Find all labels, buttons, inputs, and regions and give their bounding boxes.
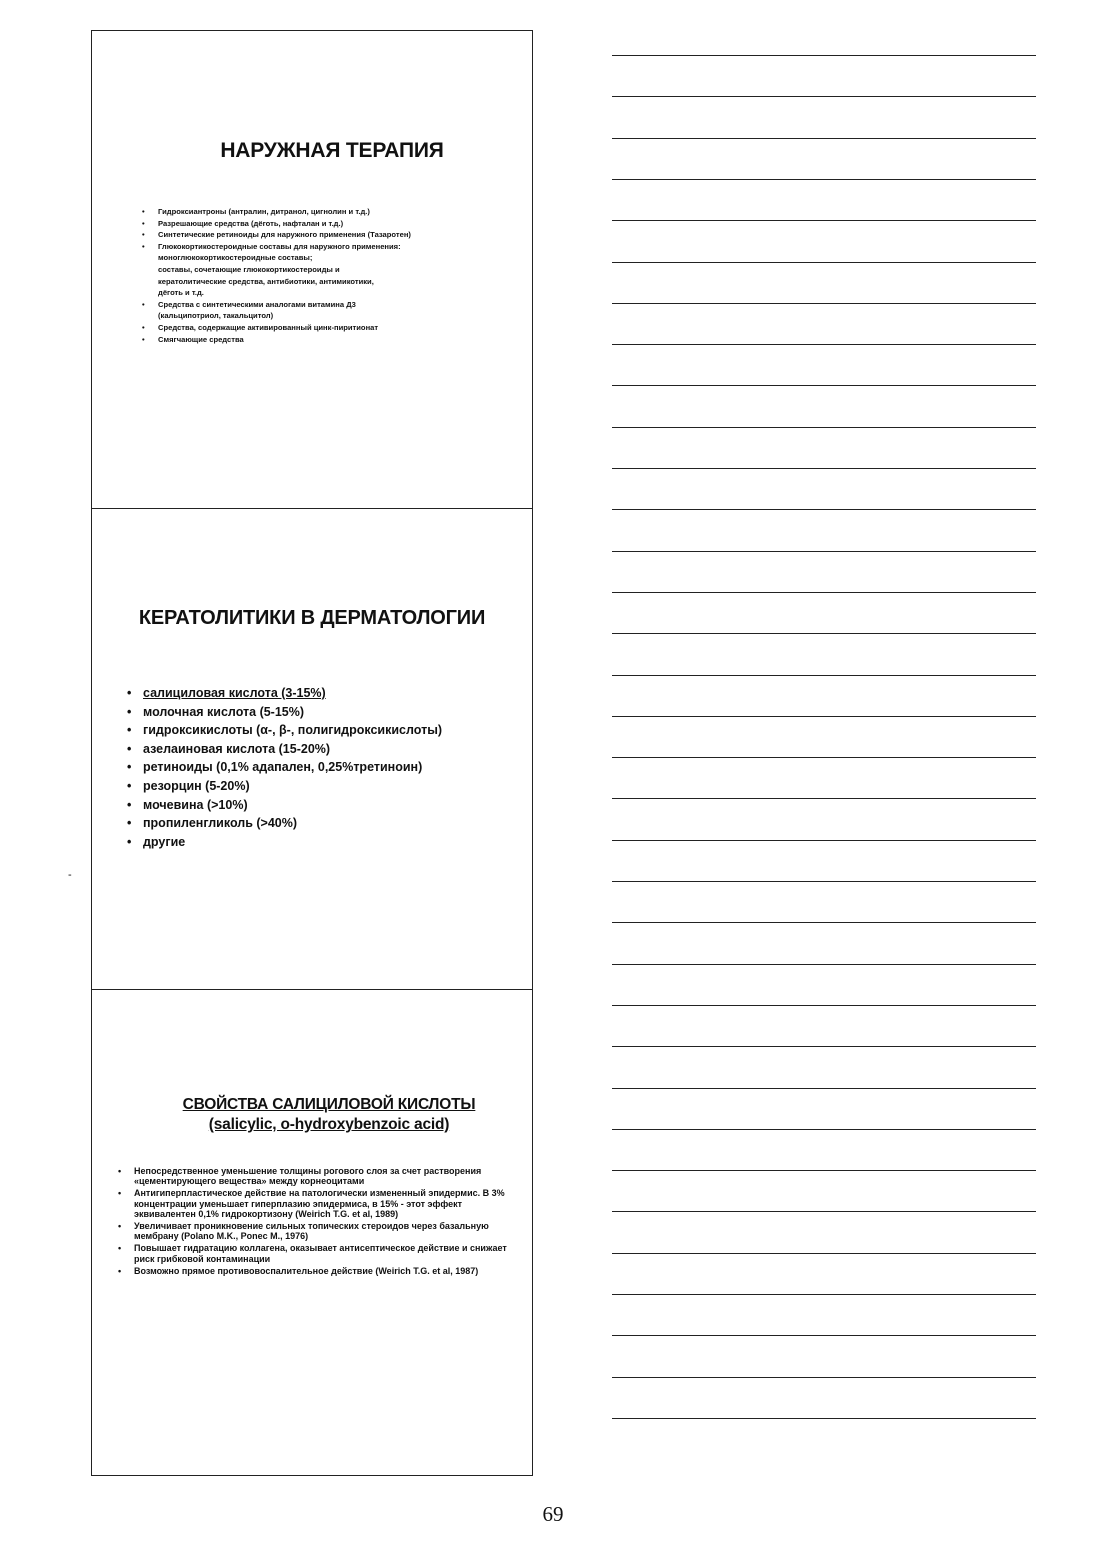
- slide-title: НАРУЖНАЯ ТЕРАПИЯ: [220, 139, 444, 162]
- slides-column: [91, 30, 533, 1476]
- note-line: [612, 468, 1036, 469]
- note-line: [612, 220, 1036, 221]
- list-item-continuation: составы, сочетающие глюкокортикостероиды и: [158, 264, 340, 274]
- note-line: [612, 551, 1036, 552]
- note-line: [612, 1294, 1036, 1295]
- note-line: [612, 1088, 1036, 1089]
- list-item: • Смягчающие средства: [142, 334, 522, 346]
- note-line: [612, 964, 1036, 965]
- list-item: • Непосредственное уменьшение толщины рогового слоя за счет растворения «цементирующего вещества» между корнеоцитами: [118, 1166, 508, 1186]
- note-line: [612, 138, 1036, 139]
- note-line: [612, 1005, 1036, 1006]
- note-line: [612, 303, 1036, 304]
- slide-title: [92, 1095, 532, 1135]
- list-item: • Средства, содержащие активированный цинк-пиритионат: [142, 322, 522, 334]
- list-item: • пропиленгликоль (>40%): [127, 814, 517, 833]
- list-item: • Синтетические ретиноиды для наружного применения (Тазаротен): [142, 229, 522, 241]
- note-line: [612, 1253, 1036, 1254]
- note-line: [612, 344, 1036, 345]
- note-line: [612, 179, 1036, 180]
- list-item: • Повышает гидратацию коллагена, оказывает антисептическое действие и снижает риск грибковой контаминации: [118, 1243, 508, 1263]
- list-item-continuation: моноглюкокортикостероидные составы;: [158, 253, 313, 263]
- list-item: • молочная кислота (5-15%): [127, 703, 517, 722]
- list-item: • ретиноиды (0,1% адапален, 0,25%третиноин): [127, 758, 517, 777]
- note-line: [612, 798, 1036, 799]
- margin-mark: -: [68, 869, 72, 881]
- list-item: • азелаиновая кислота (15-20%): [127, 740, 517, 759]
- slide-external-therapy: [92, 31, 532, 509]
- note-line: [612, 716, 1036, 717]
- list-item: • Глюкокортикостероидные составы для наружного применения:: [142, 241, 522, 253]
- list-item: • резорцин (5-20%): [127, 777, 517, 796]
- list-item: • мочевина (>10%): [127, 796, 517, 815]
- note-line: [612, 427, 1036, 428]
- slide-title-main: СВОЙСТВА САЛИЦИЛОВОЙ КИСЛОТЫ: [182, 1096, 476, 1113]
- slide-keratolytics: [92, 509, 532, 990]
- note-line: [612, 55, 1036, 56]
- note-line: [612, 675, 1036, 676]
- list-item-continuation: дёготь и т.д.: [158, 288, 204, 298]
- note-line: [612, 1377, 1036, 1378]
- slide-subtitle: (salicylic, o-hydroxybenzoic acid): [208, 1116, 450, 1133]
- note-line: [612, 840, 1036, 841]
- list-item: • другие: [127, 833, 517, 852]
- list-item: • салициловая кислота (3-15%): [127, 684, 517, 703]
- note-line: [612, 1046, 1036, 1047]
- slide-salicylic-acid-properties: [92, 990, 532, 1477]
- note-line: [612, 385, 1036, 386]
- list-item-continuation: (кальципотриол, такальцитол): [158, 311, 274, 321]
- note-line: [612, 922, 1036, 923]
- bullet-list: [127, 684, 517, 851]
- note-line: [612, 633, 1036, 634]
- list-item: • Антигиперпластическое действие на патологически измененный эпидермис. В 3% концентрации уменьшает гиперплазию эпидермиса, в 15% - этот эффект эквивалентен 0,1% гидрокортизону (Weirich T.G. et al, 1989): [118, 1188, 508, 1219]
- list-item: • Средства с синтетическими аналогами витамина Д3: [142, 299, 522, 311]
- note-line: [612, 592, 1036, 593]
- note-line: [612, 1170, 1036, 1171]
- note-line: [612, 757, 1036, 758]
- list-item: • Гидроксиантроны (антралин, дитранол, цигнолин и т.д.): [142, 206, 522, 218]
- note-line: [612, 1335, 1036, 1336]
- note-line: [612, 1418, 1036, 1419]
- note-line: [612, 509, 1036, 510]
- slide-title: КЕРАТОЛИТИКИ В ДЕРМАТОЛОГИИ: [138, 607, 486, 629]
- note-line: [612, 881, 1036, 882]
- note-line: [612, 1129, 1036, 1130]
- list-item: • гидроксикислоты (α-, β-, полигидроксикислоты): [127, 721, 517, 740]
- note-line: [612, 1211, 1036, 1212]
- page-number: 69: [542, 1502, 564, 1526]
- bullet-list: [142, 206, 522, 345]
- note-line: [612, 96, 1036, 97]
- list-item: • Увеличивает проникновение сильных топических стероидов через базальную мембрану (Polano M.K., Ponec M., 1976): [118, 1221, 508, 1241]
- note-line: [612, 262, 1036, 263]
- list-item-continuation: кератолитические средства, антибиотики, антимикотики,: [158, 276, 374, 286]
- bullet-list: [118, 1166, 508, 1278]
- list-item: • Разрешающие средства (дёготь, нафталан и т.д.): [142, 218, 522, 230]
- list-item: • Возможно прямое противовоспалительное действие (Weirich T.G. et al, 1987): [118, 1266, 508, 1276]
